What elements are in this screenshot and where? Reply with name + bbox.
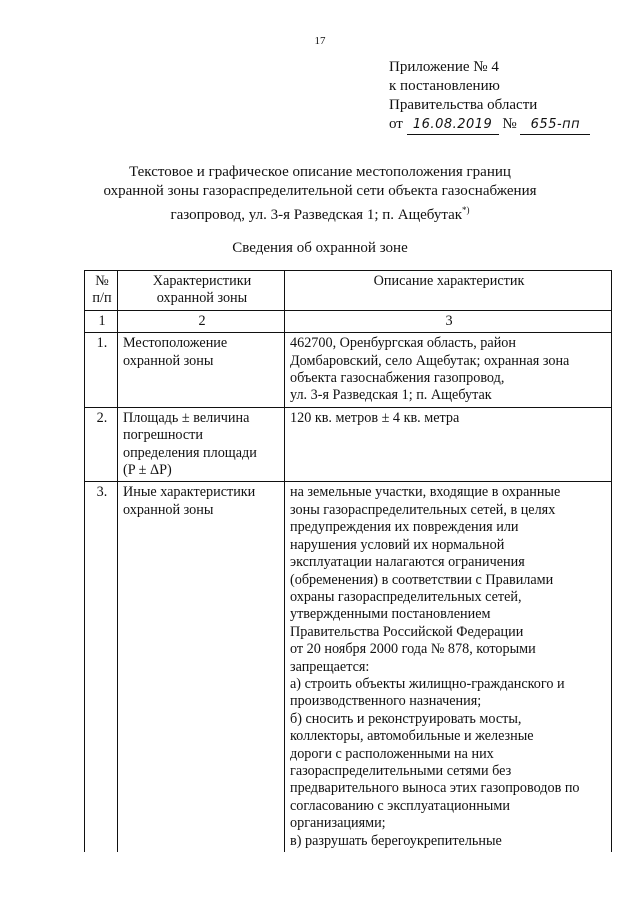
row-description: 120 кв. метров ± 4 кв. метра <box>285 407 612 482</box>
row-number: 3. <box>85 482 118 852</box>
row-number: 1. <box>85 333 118 408</box>
row-characteristic: Местоположение охранной зоны <box>118 333 285 408</box>
footnote-mark: *) <box>462 205 470 215</box>
appendix-block <box>389 58 590 135</box>
row-characteristic: Иные характеристики охранной зоны <box>118 482 285 852</box>
table-row <box>85 482 612 852</box>
appendix-line-1: Приложение № 4 <box>389 59 499 75</box>
row-description: на земельные участки, входящие в охранные зоны газораспределительных сетей, в целях предупреждения их повреждения или нарушения условий их нормальной эксплуатации налагаются ограничения (обременения) в соответствии с Правилами охраны газораспределительных сетей, утвержденными постановлением Правительства Российской Федерации от 20 ноября 2000 года № 878, которыми запрещается: а) строить объекты жилищно-гражданского и производственного назначения; б) сносить и реконструировать мосты, коллекторы, автомобильные и железные дороги с расположенными на них газораспределительными сетями без предварительного выноса этих газопроводов по согласованию с эксплуатационными организациями; в) разрушать берегоукрепительные <box>285 482 612 852</box>
appendix-line-2: к постановлению <box>389 78 500 94</box>
header-number: № п/п <box>85 271 118 311</box>
from-label: от <box>389 116 403 132</box>
handwritten-number: 655-пп <box>520 115 590 135</box>
document-title <box>60 163 580 225</box>
table-header-row <box>85 271 612 311</box>
table-row <box>85 333 612 408</box>
column-number-2: 2 <box>118 310 285 332</box>
row-number: 2. <box>85 407 118 482</box>
header-characteristics: Характеристики охранной зоны <box>118 271 285 311</box>
page-number: 17 <box>314 35 326 47</box>
protection-zone-table <box>84 270 612 852</box>
section-subtitle: Сведения об охранной зоне <box>232 240 408 256</box>
title-line-1: Текстовое и графическое описание местоположения границ <box>129 164 511 180</box>
title-line-3-wrap <box>60 201 580 225</box>
row-description: 462700, Оренбургская область, район Домбаровский, село Ащебутак; охранная зона объекта газоснабжения газопровод, ул. 3-я Разведская 1; п. Ащебутак <box>285 333 612 408</box>
title-line-3: газопровод, ул. 3-я Разведская 1; п. Ащебутак <box>170 207 463 223</box>
row-characteristic: Площадь ± величина погрешности определения площади (P ± ΔP) <box>118 407 285 482</box>
column-number-1: 1 <box>85 310 118 332</box>
header-description: Описание характеристик <box>285 271 612 311</box>
appendix-line-3: Правительства области <box>389 97 538 113</box>
title-line-2: охранной зоны газораспределительной сети объекта газоснабжения <box>103 183 537 199</box>
number-label: № <box>502 116 517 132</box>
appendix-date-line <box>389 115 590 135</box>
column-number-row <box>85 310 612 332</box>
table-row <box>85 407 612 482</box>
column-number-3: 3 <box>285 310 612 332</box>
handwritten-date: 16.08.2019 <box>407 115 499 135</box>
